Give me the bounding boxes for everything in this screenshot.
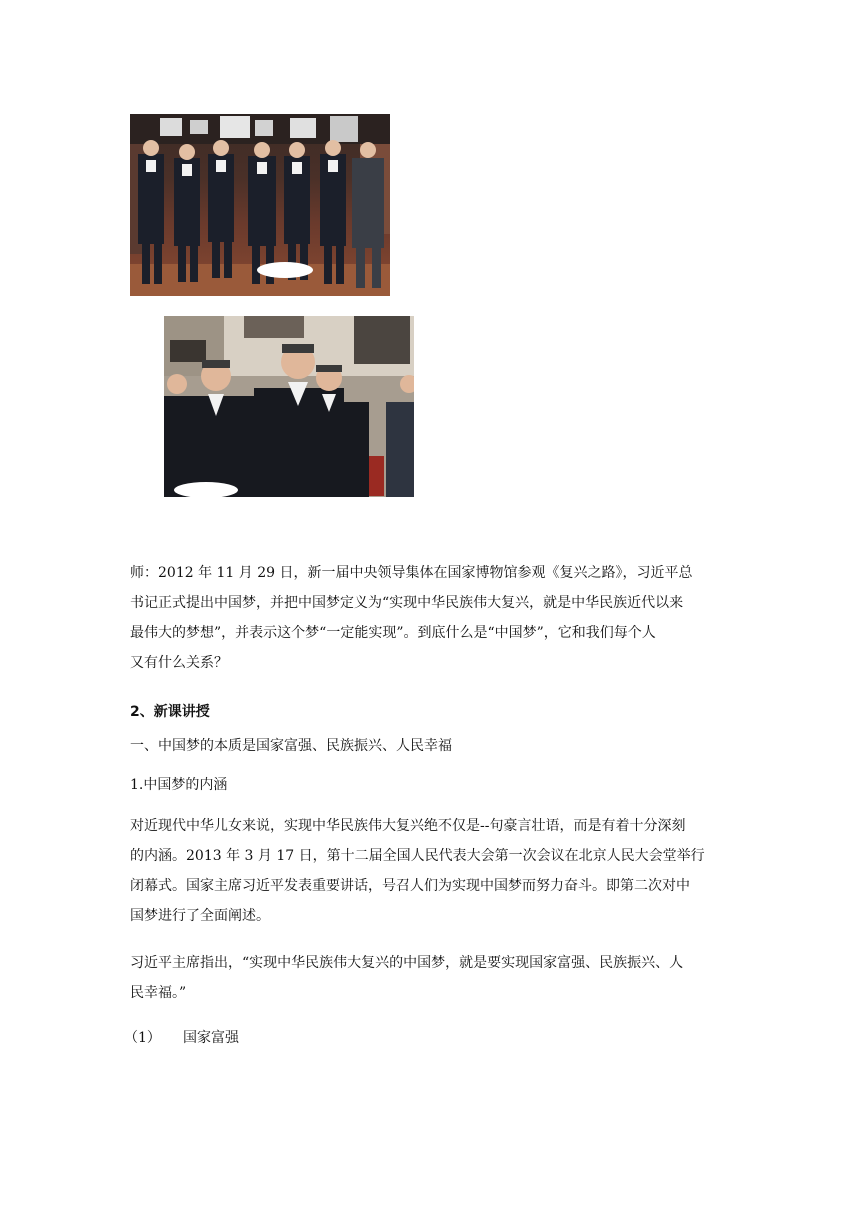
text-line: 习近平主席指出，“实现中华民族伟大复兴的中国梦，就是要实现国家富强、民族振兴、人: [130, 955, 684, 971]
section-title: 2、新课讲授: [130, 704, 210, 720]
item-text: 国家富强: [183, 1030, 239, 1046]
text-line: 书记正式提出中国梦，并把中国梦定义为“实现中华民族伟大复兴，就是中华民族近代以来: [130, 595, 684, 611]
photo-leaders-group: [130, 114, 390, 296]
text-line: 最伟大的梦想”，并表示这个梦“一定能实现”。到底什么是“中国梦”，它和我们每个人: [130, 625, 656, 641]
text-line: 对近现代中华儿女来说，实现中华民族伟大复兴绝不仅是--句豪言壮语，而是有着十分深刻: [130, 818, 686, 834]
point-title: 1.中国梦的内涵: [130, 777, 228, 793]
intro-paragraph: [130, 558, 730, 678]
item-number: （1）: [124, 1030, 161, 1046]
quote-paragraph: [130, 948, 730, 1008]
text-line: 闭幕式。国家主席习近平发表重要讲话，号召人们为实现中国梦而努力奋斗。即第二次对中: [130, 878, 690, 894]
subsection-title: 一、中国梦的本质是国家富强、民族振兴、人民幸福: [130, 738, 452, 754]
text-line: 国梦进行了全面阐述。: [130, 908, 270, 924]
text-line: 的内涵。2013 年 3 月 17 日，第十二届全国人民代表大会第一次会议在北京人民大会堂举行: [130, 848, 705, 864]
text-line: 又有什么关系？: [130, 655, 228, 671]
photo-leaders-closeup: [164, 316, 414, 497]
text-line: 民幸福。”: [130, 985, 187, 1001]
body-paragraph: [130, 811, 730, 931]
text-line: 师：2012 年 11 月 29 日，新一届中央领导集体在国家博物馆参观《复兴之路》，习近平总: [130, 565, 693, 581]
